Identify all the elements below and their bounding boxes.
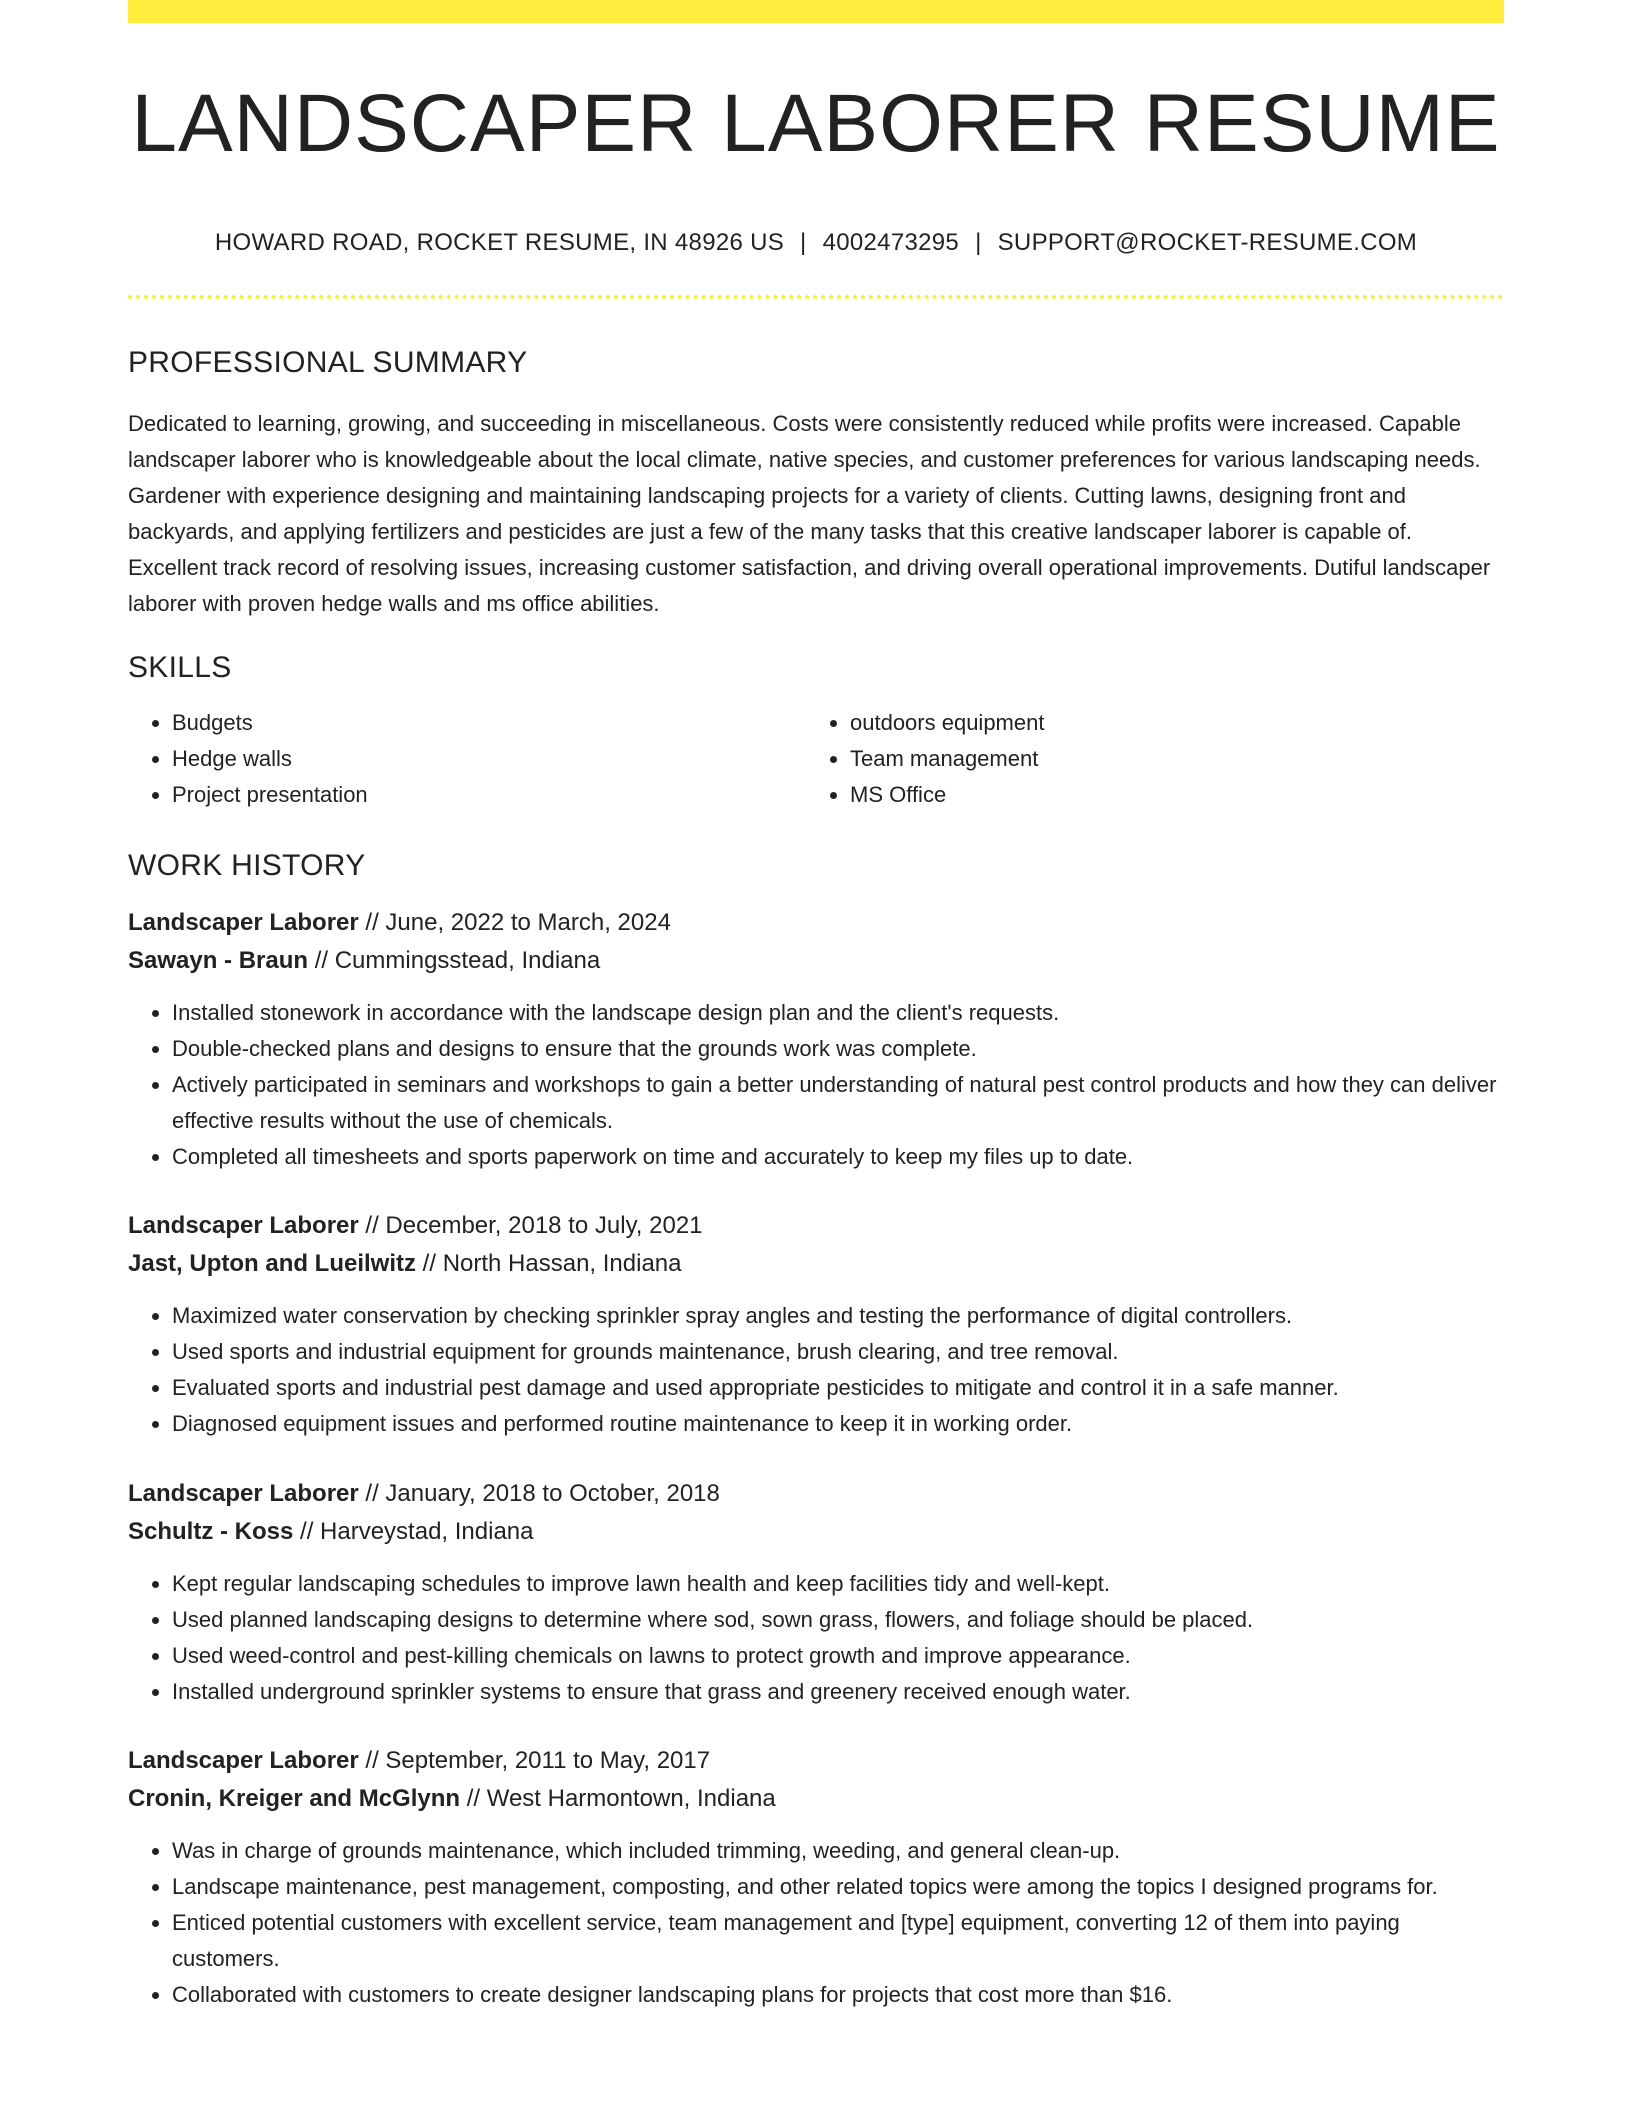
job-entry xyxy=(128,1475,1504,1710)
contact-separator: | xyxy=(975,229,982,257)
job-company-line xyxy=(128,1245,1504,1283)
skill-item: • MS Office xyxy=(850,777,1484,813)
job-bullet: • Installed underground sprinkler systems to ensure that grass and greenery received enough water. xyxy=(172,1674,1504,1710)
job-bullet: • Installed stonework in accordance with the landscape design plan and the client's requests. xyxy=(172,995,1504,1031)
job-bullet: • Double-checked plans and designs to ensure that the grounds work was complete. xyxy=(172,1031,1504,1067)
contact-email: SUPPORT@ROCKET-RESUME.COM xyxy=(997,229,1418,257)
dotted-divider xyxy=(128,295,1504,299)
summary-text: Dedicated to learning, growing, and succeeding in miscellaneous. Costs were consistently reduced while profits were increased. Capable landscaper laborer who is knowledgeable about the local climate, native species, and customer preferences for various landscaping needs. Gardener with experience designing and maintaining landscaping projects for a variety of clients. Cutting lawns, designing front and backyards, and applying fertilizers and pesticides are just a few of the many tasks that this creative landscaper laborer is capable of. Excellent track record of resolving issues, increasing customer satisfaction, and driving overall operational improvements. Dutiful landscaper laborer with proven hedge walls and ms office abilities. xyxy=(128,411,1491,617)
job-bullet: • Landscape maintenance, pest management, composting, and other related topics were among the topics I designed programs for. xyxy=(172,1869,1504,1905)
resume-title: LANDSCAPER LABORER RESUME xyxy=(131,78,1501,169)
job-dates: // January, 2018 to October, 2018 xyxy=(358,1480,720,1508)
skill-item: • Budgets xyxy=(172,705,806,741)
job-company: Cronin, Kreiger and McGlynn xyxy=(128,1785,461,1813)
job-bullet: • Diagnosed equipment issues and performed routine maintenance to keep it in working order. xyxy=(172,1406,1504,1442)
job-title: Landscaper Laborer xyxy=(128,1480,359,1508)
job-title-line xyxy=(128,1475,1504,1513)
contact-separator: | xyxy=(800,229,807,257)
job-company: Schultz - Koss xyxy=(128,1518,294,1546)
job-company: Jast, Upton and Lueilwitz xyxy=(128,1250,417,1278)
skill-item: • Hedge walls xyxy=(172,741,806,777)
job-bullets xyxy=(128,995,1504,1175)
job-bullet: • Maximized water conservation by checking sprinkler spray angles and testing the performance of digital controllers. xyxy=(172,1298,1504,1334)
skill-item: • outdoors equipment xyxy=(850,705,1484,741)
job-dates: // June, 2022 to March, 2024 xyxy=(358,909,671,937)
job-title-line xyxy=(128,904,1504,942)
skill-item: • Project presentation xyxy=(172,777,806,813)
job-entry xyxy=(128,904,1504,1175)
job-bullet: • Was in charge of grounds maintenance, which included trimming, weeding, and general clean-up. xyxy=(172,1833,1504,1869)
job-title: Landscaper Laborer xyxy=(128,909,359,937)
job-location: // North Hassan, Indiana xyxy=(416,1250,682,1278)
job-title: Landscaper Laborer xyxy=(128,1747,359,1775)
job-location: // Harveystad, Indiana xyxy=(293,1518,534,1546)
job-entry xyxy=(128,1742,1504,2013)
skill-item: • Team management xyxy=(850,741,1484,777)
job-location: // Cummingsstead, Indiana xyxy=(308,947,601,975)
job-entry xyxy=(128,1207,1504,1442)
contact-line xyxy=(128,227,1504,259)
job-company-line xyxy=(128,1513,1504,1551)
job-location: // West Harmontown, Indiana xyxy=(460,1785,776,1813)
job-title-line xyxy=(128,1742,1504,1780)
job-bullet: • Actively participated in seminars and workshops to gain a better understanding of natural pest control products and how they can deliver effective results without the use of chemicals. xyxy=(172,1067,1504,1139)
job-dates: // September, 2011 to May, 2017 xyxy=(358,1747,711,1775)
skills-heading: SKILLS xyxy=(128,651,232,685)
resume-page xyxy=(128,0,1504,2013)
skills-list xyxy=(128,705,1504,813)
skills-column-right xyxy=(806,705,1484,813)
job-bullet: • Completed all timesheets and sports paperwork on time and accurately to keep my files up to date. xyxy=(172,1139,1504,1175)
top-accent-bar xyxy=(128,0,1504,23)
job-bullet: • Used sports and industrial equipment for grounds maintenance, brush clearing, and tree removal. xyxy=(172,1334,1504,1370)
job-bullet: • Used weed-control and pest-killing chemicals on lawns to protect growth and improve appearance. xyxy=(172,1638,1504,1674)
job-bullet: • Used planned landscaping designs to determine where sod, sown grass, flowers, and foliage should be placed. xyxy=(172,1602,1504,1638)
job-bullets xyxy=(128,1298,1504,1442)
work-history-heading: WORK HISTORY xyxy=(128,849,366,883)
job-bullets xyxy=(128,1833,1504,2013)
contact-address: HOWARD ROAD, ROCKET RESUME, IN 48926 US xyxy=(214,229,785,257)
job-bullet: • Enticed potential customers with excellent service, team management and [type] equipment, converting 12 of them into paying customers. xyxy=(172,1905,1504,1977)
skills-column-left xyxy=(128,705,806,813)
job-title: Landscaper Laborer xyxy=(128,1212,359,1240)
contact-phone: 4002473295 xyxy=(822,229,960,257)
job-bullet: • Evaluated sports and industrial pest damage and used appropriate pesticides to mitigate and control it in a safe manner. xyxy=(172,1370,1504,1406)
job-company-line xyxy=(128,1780,1504,1818)
job-bullet: • Collaborated with customers to create designer landscaping plans for projects that cost more than $16. xyxy=(172,1977,1504,2013)
summary-heading: PROFESSIONAL SUMMARY xyxy=(128,346,528,380)
job-bullets xyxy=(128,1566,1504,1710)
job-bullet: • Kept regular landscaping schedules to improve lawn health and keep facilities tidy and well-kept. xyxy=(172,1566,1504,1602)
job-company-line xyxy=(128,942,1504,980)
job-company: Sawayn - Braun xyxy=(128,947,309,975)
job-title-line xyxy=(128,1207,1504,1245)
job-dates: // December, 2018 to July, 2021 xyxy=(358,1212,703,1240)
